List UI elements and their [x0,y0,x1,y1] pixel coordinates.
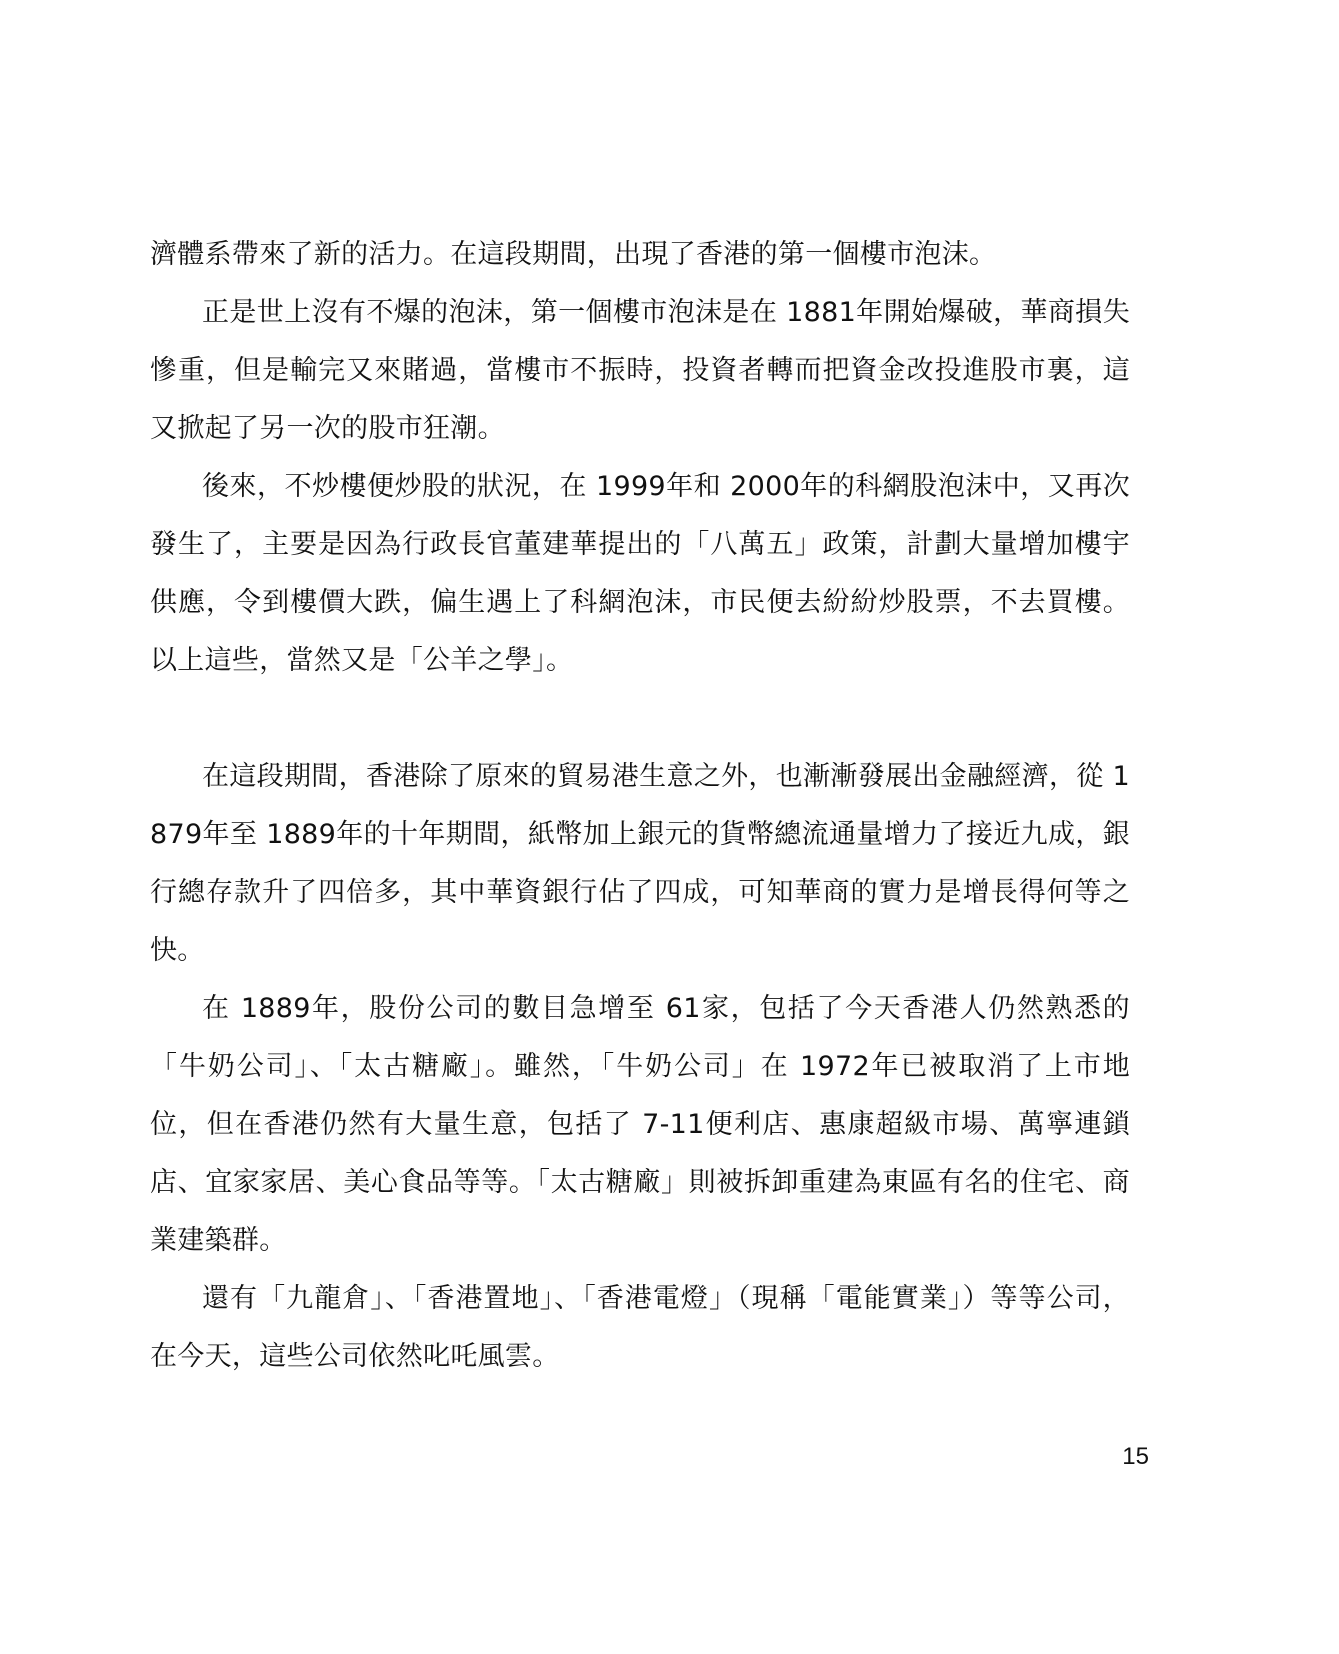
paragraph-2: 正是世上沒有不爆的泡沫，第一個樓市泡沫是在 1881年開始爆破，華商損失慘重，但是輸完又來賭過，當樓市不振時，投資者轉而把資金改投進股市裏，這又掀起了另一次的股市狂潮。 [150,297,1130,444]
paragraph-1: 濟體系帶來了新的活力。在這段期間，出現了香港的第一個樓市泡沫。 [150,239,997,270]
page-number: 15 [1122,1443,1149,1470]
body-text [150,226,1130,1386]
paragraph-3: 後來，不炒樓便炒股的狀況，在 1999年和 2000年的科網股泡沫中，又再次發生了，主要是因為行政長官董建華提出的「八萬五」政策，計劃大量增加樓宇供應，令到樓價大跌，偏生遇上了科網泡沫，市民便去紛紛炒股票，不去買樓。以上這些，當然又是「公羊之學」。 [150,471,1130,676]
paragraph-6: 還有「九龍倉」、「香港置地」、「香港電燈」（現稱「電能實業」）等等公司，在今天，這些公司依然叱吒風雲。 [150,1283,1130,1372]
paragraph-4: 在這段期間，香港除了原來的貿易港生意之外，也漸漸發展出金融經濟，從 1879年至 1889年的十年期間，紙幣加上銀元的貨幣總流通量增力了接近九成，銀行總存款升了四倍多，其中華資銀行佔了四成，可知華商的實力是增長得何等之快。 [150,761,1130,966]
paragraph-5: 在 1889年，股份公司的數目急增至 61家，包括了今天香港人仍然熟悉的「牛奶公司」、「太古糖廠」。雖然，「牛奶公司」在 1972年已被取消了上市地位，但在香港仍然有大量生意，包括了 7-11便利店、惠康超級市場、萬寧連鎖店、宜家家居、美心食品等等。「太古糖廠」則被拆卸重建為東區有名的住宅、商業建築群。 [150,993,1130,1256]
